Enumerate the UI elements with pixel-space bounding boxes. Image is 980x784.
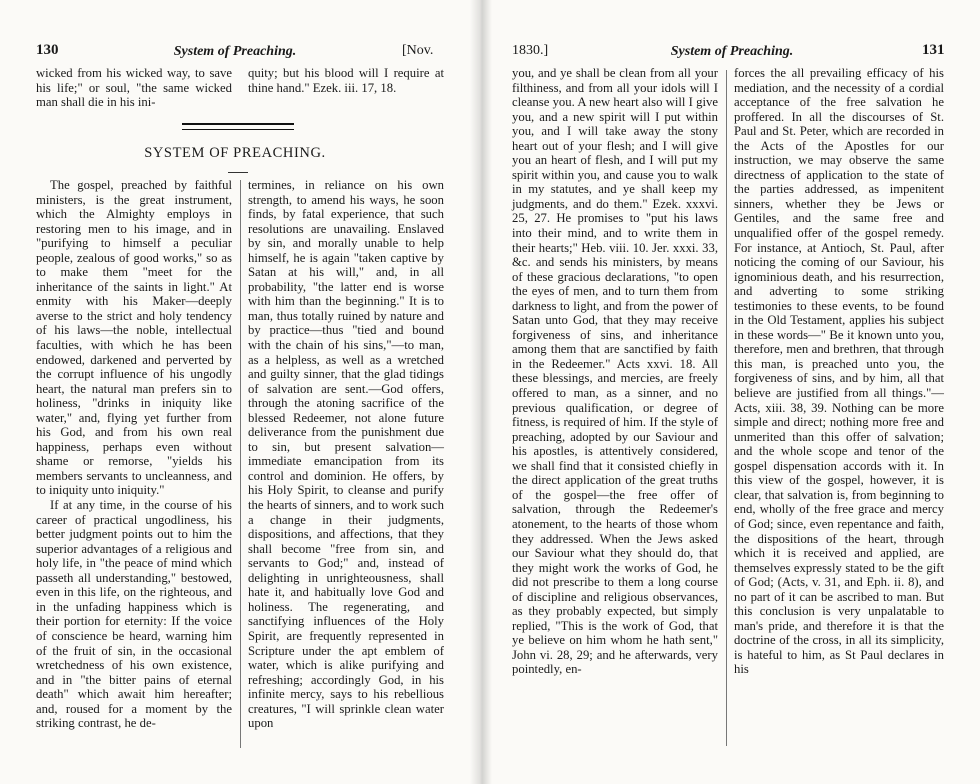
top-column-1 [36, 66, 232, 110]
left-running-head [22, 42, 448, 64]
running-title: System of Preaching. [670, 44, 794, 59]
section-rule [182, 123, 294, 130]
paragraph: The gospel, preached by faithful ministers, is the great instrument, which the Almighty employs in restoring men to his image, and in "purifying to himself a peculiar people, zealous of good works," so as to make them "meet for the inheritance of the saints in light." At enmity with his Maker—deeply averse to the strict and holy tendency of his laws—the noble, intellectual faculties, with which he has been endowed, darkened and perverted by the corrupt influence of his ungodly heart, the natural man prefers sin to holiness, "drinks in iniquity like water," and, flying yet further from his God, and from his own real happiness, perhaps even without shame or remorse, "yields his members servants to uncleanness, and to iniquity unto iniquity." [36, 178, 232, 498]
paragraph: forces the all prevailing efficacy of his mediation, and the necessity of a cordial acceptance of the free salvation he proffered. In all the discourses of St. Paul and St. Peter, which are recorded in the Acts of the Apostles for our instruction, we may observe the same directness of application to the state of the parties addressed, as impenitent sinners, whether they be Jews or Gentiles, and the same free and unqualified offer of the gospel remedy. For instance, at Antioch, St. Paul, after noticing the coming of our Saviour, his ignominious death, and his resurrection, and adverting to some striking testimonies to these events, to be found in the Old Testament, applies his subject in these words—" Be it known unto you, therefore, men and brethren, that through this man, is preached unto you, the forgiveness of sins, and by him, all that believe are justified from all things."—Acts, xiii. 38, 39. Nothing can be more simple and direct; nothing more free and unmerited than this offer of salvation; and the whole scope and tenor of the gospel dispensation accords with it. In this view of the gospel, however, it is clear, that salvation is, from beginning to end, wholly of the free grace and mercy of God; since, even repentance and faith, the dispositions of the heart, through which it is received and applied, are themselves expressly stated to be the gift of God; (Acts, v. 31, and Eph. ii. 8), and no part of it can be ascribed to man. But this conclusion is very unpalatable to man's pride, and therefore it is that the doctrine of the cross, in all its simplicity, is hateful to him, as St Paul declares in his [734, 66, 944, 677]
column-divider [726, 70, 727, 746]
article-title: SYSTEM OF PREACHING. [144, 145, 326, 161]
left-column-1 [36, 178, 232, 731]
column-divider [240, 180, 241, 748]
title-dash [228, 172, 248, 173]
top-text-1: wicked from his wicked way, to save his life;" or soul, "the same wicked man shall die in his ini- [36, 66, 232, 110]
left-page [22, 0, 448, 784]
book-gutter [470, 0, 492, 784]
top-text-2: quity; but his blood will I require at thine hand." Ezek. iii. 17, 18. [248, 66, 444, 95]
running-date: 1830.] [512, 43, 549, 58]
page-number: 130 [36, 42, 59, 58]
paragraph: termines, in reliance on his own strength, to amend his ways, he soon finds, by fatal experience, that such resolutions are unavailing. Enslaved by sin, and morally unable to help himself, he is again "taken captive by Satan at his will," and, in all probability, "the latter end is worse with him than the beginning." It is to man, thus totally ruined by nature and by practice—thus "tied and bound with the chain of his sins,"—to man, as a helpless, as well as a wretched and guilty sinner, that the glad tidings of salvation are sent.—God offers, through the atoning sacrifice of the blessed Redeemer, not alone future deliverance from the punishment due to sin, but present salvation—immediate emancipation from its control and dominion. He offers, by his Holy Spirit, to cleanse and purify the hearts of sinners, and to work such a change in their judgments, dispositions, and affections, that they shall become "free from sin, and servants to God;" and, instead of delighting in unrighteousness, shall hate it, and habitually love God and holiness. The regenerating, and sanctifying influences of the Holy Spirit, are frequently represented in Scripture under the apt emblem of water, which is alike purifying and refreshing; accordingly God, in his infinite mercy, says to his rebellious creatures, "I will sprinkle clean water upon [248, 178, 444, 731]
running-title: System of Preaching. [173, 44, 297, 59]
right-running-head [508, 42, 956, 64]
right-column-2 [734, 66, 944, 677]
paragraph: you, and ye shall be clean from all your filthiness, and from all your idols will I cleanse you. A new heart also will I give you, and a new spirit will I put within you, and I will take away the stony heart out of your flesh; and I will give you an heart of flesh, and I will put my spirit within you, and cause you to walk in my statutes, and ye shall keep my judgments, and do them." Ezek. xxxvi. 25, 27. He promises to "put his laws into their mind, and to write them in their hearts;" Heb. viii. 10. Jer. xxxi. 33, &c. and sends his ministers, by means of these gracious declarations, "to open the eyes of men, and to turn them from darkness to light, and from the power of Satan unto God, that they may receive forgiveness of sins, and inheritance among them that are sanctified by faith in the Redeemer." Acts xxvi. 18. All these blessings, and mercies, are freely offered to man, as a sinner, and no previous qualification, or degree of fitness, is required of him. If the style of preaching, adopted by our Saviour and his apostles, is attentively considered, we shall find that it consisted chiefly in the direct application of the great truths of the gospel—the free offer of salvation, through the Redeemer's atonement, to the hearts of those whom they addressed. When the Jews asked our Saviour what they should do, that they might work the works of God, he did not prescribe to them a long course of discipline and religious observances, as they probably expected, but simply replied, "This is the work of God, that ye believe on him whom he hath sent," John vi. 28, 29; and he afterwards, very pointedly, en- [512, 66, 718, 677]
running-date: [Nov. [402, 43, 434, 58]
left-column-2 [248, 178, 444, 731]
right-column-1 [512, 66, 718, 677]
page-number: 131 [922, 42, 945, 58]
top-column-2 [248, 66, 444, 95]
paragraph: If at any time, in the course of his career of practical ungodliness, his better judgment points out to him the superior advantages of a religious and holy life, in "the peace of mind which passeth all understanding," bestowed, even in this life, on the righteous, and in the unfading happiness which is their portion for eternity: If the voice of conscience be heard, warning him of the fruit of sin, in the occasional wretchedness of his own existence, and in "the bitter pains of eternal death" which await him hereafter; and, roused for a moment by the striking contrast, he de- [36, 498, 232, 731]
right-page [508, 0, 956, 784]
